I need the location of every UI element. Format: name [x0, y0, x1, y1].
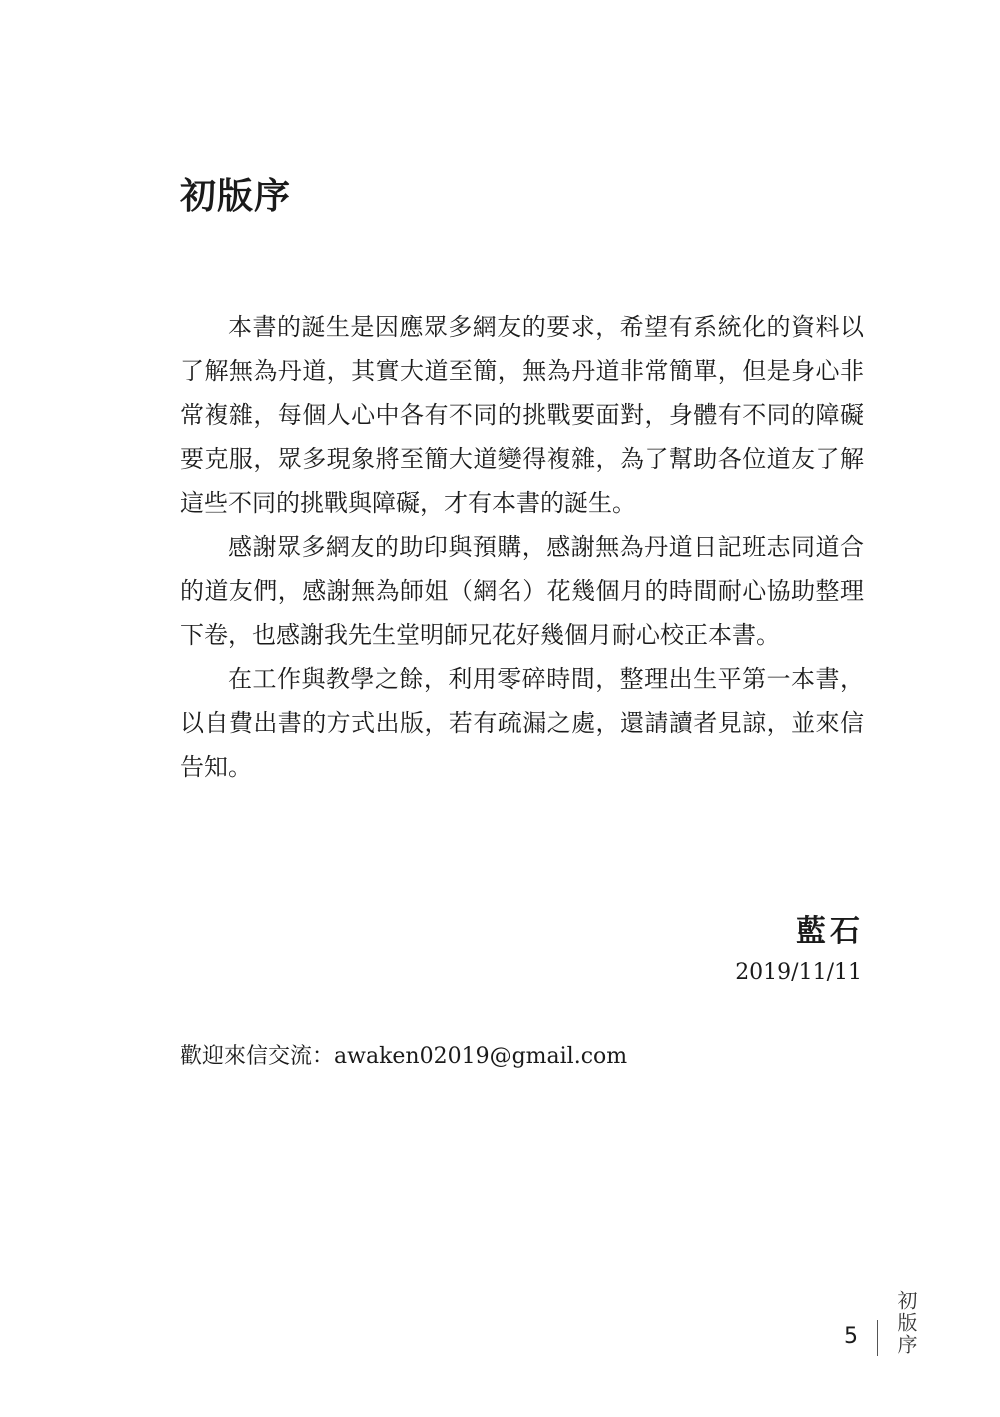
running-title: 初版序: [894, 1290, 918, 1356]
paragraph: 本書的誕生是因應眾多網友的要求，希望有系統化的資料以了解無為丹道，其實大道至簡，無為丹道非常簡單，但是身心非常複雜，每個人心中各有不同的挑戰要面對，身體有不同的障礙要克服，眾多現象將至簡大道變得複雜，為了幫助各位道友了解這些不同的挑戰與障礙，才有本書的誕生。: [180, 313, 864, 517]
paragraph: 在工作與教學之餘，利用零碎時間，整理出生平第一本書，以自費出書的方式出版，若有疏漏之處，還請讀者見諒，並來信告知。: [180, 665, 864, 781]
contact-line: 歡迎來信交流：awaken02019@gmail.com: [180, 1044, 628, 1069]
preface-body: [180, 305, 864, 789]
page-title: 初版序: [180, 175, 292, 217]
signature-date: 2019/11/11: [735, 960, 862, 985]
paragraph: 感謝眾多網友的助印與預購，感謝無為丹道日記班志同道合的道友們，感謝無為師姐（網名）花幾個月的時間耐心協助整理下卷，也感謝我先生堂明師兄花好幾個月耐心校正本書。: [180, 533, 864, 649]
page-number: 5: [844, 1324, 858, 1349]
footer-divider: [877, 1320, 878, 1356]
author-signature: 藍石: [796, 914, 864, 949]
